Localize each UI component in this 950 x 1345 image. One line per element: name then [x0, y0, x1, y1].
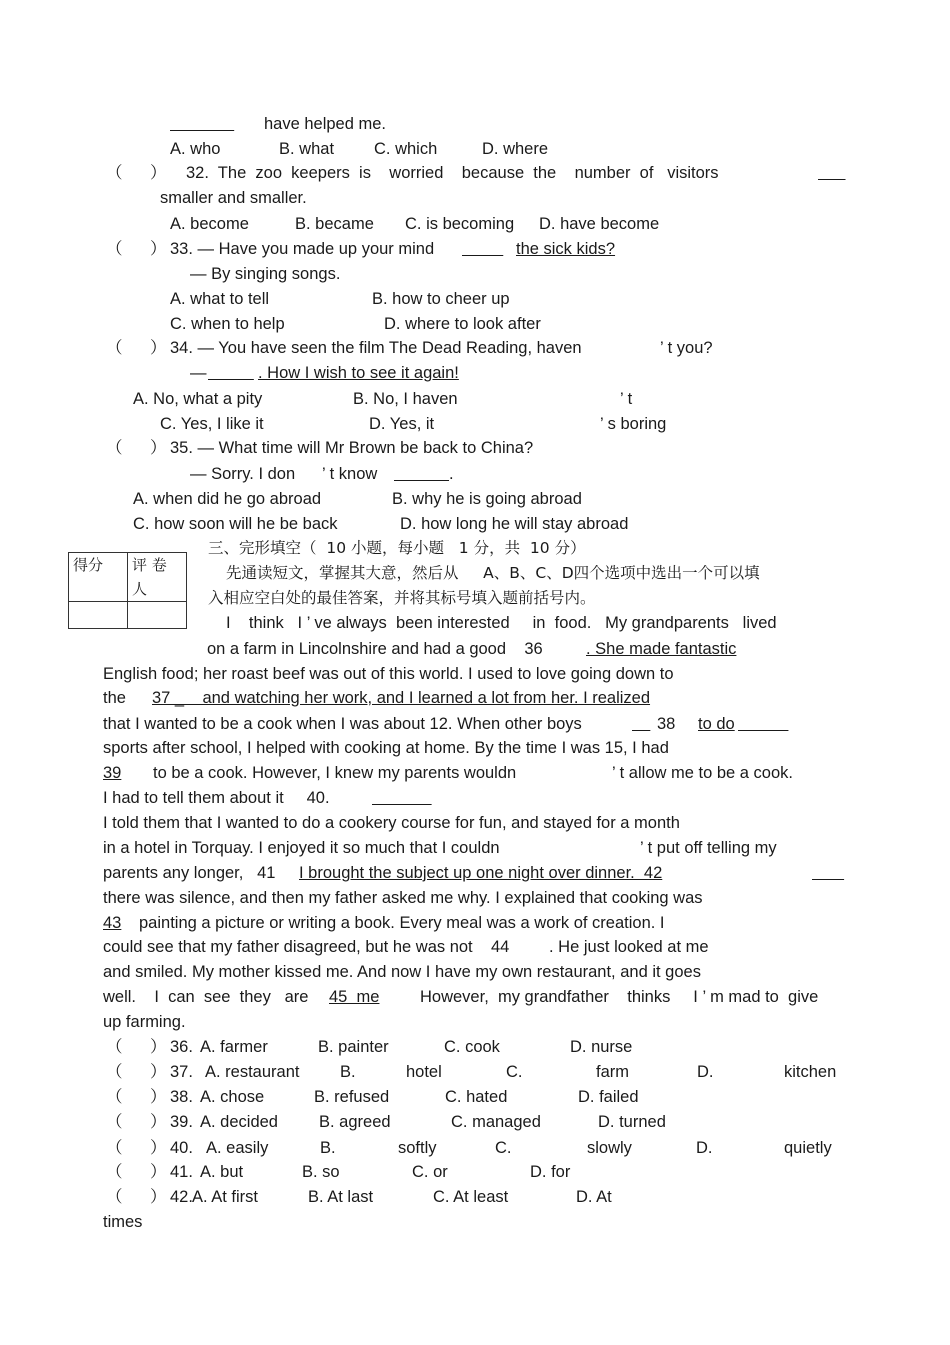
- answer-blank: [208, 363, 254, 383]
- passage-line: . She made fantastic: [586, 640, 737, 658]
- q34-option-a: A. No, what a pity: [133, 390, 263, 408]
- choice-option: C. At least: [433, 1188, 509, 1206]
- choice-option: B.: [340, 1063, 356, 1081]
- choice-option: B. so: [302, 1163, 340, 1181]
- choice-paren: （ ）: [106, 1038, 167, 1056]
- q34-line1b: ’ t you?: [660, 339, 713, 357]
- choice-option: C. hated: [445, 1088, 508, 1106]
- answer-blank: [462, 239, 503, 259]
- choice-option: A. chose: [200, 1088, 265, 1106]
- choice-option: D. nurse: [570, 1038, 633, 1056]
- choice-option: C. managed: [451, 1113, 541, 1131]
- choice-option: hotel: [406, 1063, 442, 1081]
- passage-line: 45 me: [329, 988, 380, 1006]
- passage-line: I told them that I wanted to do a cookery course for fun, and stayed for a month: [103, 814, 680, 832]
- choice-option: slowly: [587, 1139, 632, 1157]
- passage-line: well. I can see they are: [103, 988, 309, 1006]
- passage-line: in a hotel in Torquay. I enjoyed it so much that I couldn: [103, 839, 500, 857]
- passage-line: However, my grandfather thinks I ’ m mad to give: [420, 988, 819, 1006]
- q35-option-d: D. how long he will stay abroad: [400, 515, 629, 533]
- q35-option-c: C. how soon will he be back: [133, 515, 338, 533]
- choice-paren: （ ）: [106, 1063, 167, 1081]
- passage-line: 39: [103, 764, 122, 782]
- answer-blank: [812, 863, 844, 883]
- passage-line: painting a picture or writing a book. Every meal was a work of creation. I: [139, 914, 665, 932]
- choice-number: 40.: [170, 1139, 193, 1157]
- q35-line1: 35. — What time will Mr Brown be back to China?: [170, 439, 534, 457]
- score-cell[interactable]: [69, 602, 128, 629]
- answer-blank: .: [449, 465, 454, 483]
- passage-line: ’ t put off telling my: [640, 839, 777, 857]
- q33-option-d: D. where to look after: [384, 315, 541, 333]
- q34-line2b: . How I wish to see it again!: [258, 364, 459, 382]
- q33-option-a: A. what to tell: [170, 290, 270, 308]
- choice-number: 39.: [170, 1113, 193, 1131]
- passage-line: parents any longer, 41: [103, 864, 276, 882]
- passage-line: I had to tell them about it 40.: [103, 789, 330, 807]
- choice-option: softly: [398, 1139, 437, 1157]
- passage-line: 37 _ and watching her work, and I learned a lot from her. I realized: [152, 689, 651, 707]
- choice-option: C.: [506, 1063, 523, 1081]
- passage-line: and smiled. My mother kissed me. And now I have my own restaurant, and it goes: [103, 963, 701, 981]
- choice-option: D. failed: [578, 1088, 639, 1106]
- grader-label: 评 卷 人: [128, 553, 187, 602]
- choice-option: B.: [320, 1139, 336, 1157]
- passage-line: the: [103, 689, 126, 707]
- q32-line1: 32. The zoo keepers is worried because the number of visitors: [186, 164, 719, 182]
- passage-line: to do: [698, 715, 735, 733]
- q34-option-d: D. Yes, it: [369, 415, 435, 433]
- choice-option: B. painter: [318, 1038, 389, 1056]
- choice-paren: （ ）: [106, 1188, 167, 1206]
- choice-option: A. decided: [200, 1113, 278, 1131]
- passage-line: ’ t allow me to be a cook.: [612, 764, 793, 782]
- choice-option: B. refused: [314, 1088, 390, 1106]
- passage-line: there was silence, and then my father asked me why. I explained that cooking was: [103, 889, 703, 907]
- instruction-line1: 先通读短文，掌握其大意，然后从 A、B、C、D四个选项中选出一个可以填: [226, 564, 760, 582]
- instruction-line2: 入相应空白处的最佳答案，并将其标号填入题前括号内。: [208, 589, 596, 607]
- q35-option-a: A. when did he go abroad: [133, 490, 322, 508]
- q32-option-a: A. become: [170, 215, 249, 233]
- answer-blank: [738, 714, 788, 734]
- choice-number: 38.: [170, 1088, 193, 1106]
- q35-paren: （ ）: [106, 439, 167, 457]
- choice-paren: （ ）: [106, 1163, 167, 1181]
- q34-paren: （ ）: [106, 339, 167, 357]
- grader-cell[interactable]: [128, 602, 187, 629]
- q32-option-b: B. became: [295, 215, 374, 233]
- score-label: 得分: [69, 553, 128, 602]
- passage-line: I brought the subject up one night over dinner. 42: [299, 864, 663, 882]
- q33-option-b: B. how to cheer up: [372, 290, 510, 308]
- choice-option: A. At first: [192, 1188, 259, 1206]
- passage-line: sports after school, I helped with cooking at home. By the time I was 15, I had: [103, 739, 669, 757]
- choice-option: C. or: [412, 1163, 448, 1181]
- q31-option-b: B. what: [279, 140, 335, 158]
- q34-line2a: —: [190, 364, 207, 382]
- choice-option: C.: [495, 1139, 512, 1157]
- choice-paren: （ ）: [106, 1139, 167, 1157]
- choice-option: D. At: [576, 1188, 612, 1206]
- choice-option: quietly: [784, 1139, 832, 1157]
- choice-option: A. but: [200, 1163, 244, 1181]
- passage-line: I think I ’ ve always been interested in food. My grandparents lived: [226, 614, 777, 632]
- passage-line: to be a cook. However, I knew my parents wouldn: [153, 764, 517, 782]
- q34-option-b-tail: ’ t: [620, 390, 633, 408]
- answer-blank: [632, 714, 650, 734]
- choice-option: D. turned: [598, 1113, 666, 1131]
- answer-blank: [818, 163, 846, 183]
- passage-line: could see that my father disagreed, but he was not 44: [103, 938, 510, 956]
- answer-blank: [170, 114, 234, 134]
- choice-option: B. At last: [308, 1188, 374, 1206]
- q33-paren: （ ）: [106, 240, 167, 258]
- q32-option-c: C. is becoming: [405, 215, 515, 233]
- choice-number: 42.: [170, 1188, 193, 1206]
- passage-line: English food; her roast beef was out of this world. I used to love going down to: [103, 665, 674, 683]
- q31-option-d: D. where: [482, 140, 549, 158]
- choice-option: C. cook: [444, 1038, 500, 1056]
- passage-line: times: [103, 1213, 143, 1231]
- q33-line1b: the sick kids?: [516, 240, 616, 258]
- q34-option-d-tail: ’ s boring: [600, 415, 667, 433]
- score-table: [68, 552, 187, 629]
- passage-line: 43: [103, 914, 122, 932]
- q32-line2: smaller and smaller.: [160, 189, 307, 207]
- choice-option: D.: [696, 1139, 713, 1157]
- choice-option: A. easily: [206, 1139, 269, 1157]
- passage-line: . He just looked at me: [549, 938, 709, 956]
- passage-line: on a farm in Lincolnshire and had a good 36: [207, 640, 543, 658]
- choice-paren: （ ）: [106, 1113, 167, 1131]
- choice-option: farm: [596, 1063, 629, 1081]
- q31-line: have helped me.: [264, 115, 387, 133]
- passage-line: 38: [657, 715, 676, 733]
- choice-option: A. restaurant: [205, 1063, 300, 1081]
- q31-option-c: C. which: [374, 140, 438, 158]
- q34-option-c: C. Yes, I like it: [160, 415, 264, 433]
- q32-option-d: D. have become: [539, 215, 660, 233]
- choice-option: D.: [697, 1063, 714, 1081]
- q35-line2a: — Sorry. I don: [190, 465, 296, 483]
- answer-blank: [372, 788, 432, 808]
- choice-option: B. agreed: [319, 1113, 391, 1131]
- choice-paren: （ ）: [106, 1088, 167, 1106]
- choice-option: D. for: [530, 1163, 571, 1181]
- choice-number: 37.: [170, 1063, 193, 1081]
- passage-line: that I wanted to be a cook when I was about 12. When other boys: [103, 715, 582, 733]
- choice-option: A. farmer: [200, 1038, 268, 1056]
- q34-option-b: B. No, I haven: [353, 390, 458, 408]
- choice-number: 36.: [170, 1038, 193, 1056]
- passage-line: up farming.: [103, 1013, 186, 1031]
- q31-option-a: A. who: [170, 140, 221, 158]
- q33-line1a: 33. — Have you made up your mind: [170, 240, 435, 258]
- choice-option: kitchen: [784, 1063, 837, 1081]
- q35-option-b: B. why he is going abroad: [392, 490, 582, 508]
- q32-paren: （ ）: [106, 164, 167, 182]
- q33-line2: — By singing songs.: [190, 265, 341, 283]
- choice-number: 41.: [170, 1163, 193, 1181]
- section-title: 三、完形填空（ 10 小题，每小题 1 分，共 10 分）: [208, 539, 586, 557]
- q34-line1a: 34. — You have seen the film The Dead Reading, haven: [170, 339, 582, 357]
- q35-line2b: ’ t know: [322, 465, 378, 483]
- q33-option-c: C. when to help: [170, 315, 285, 333]
